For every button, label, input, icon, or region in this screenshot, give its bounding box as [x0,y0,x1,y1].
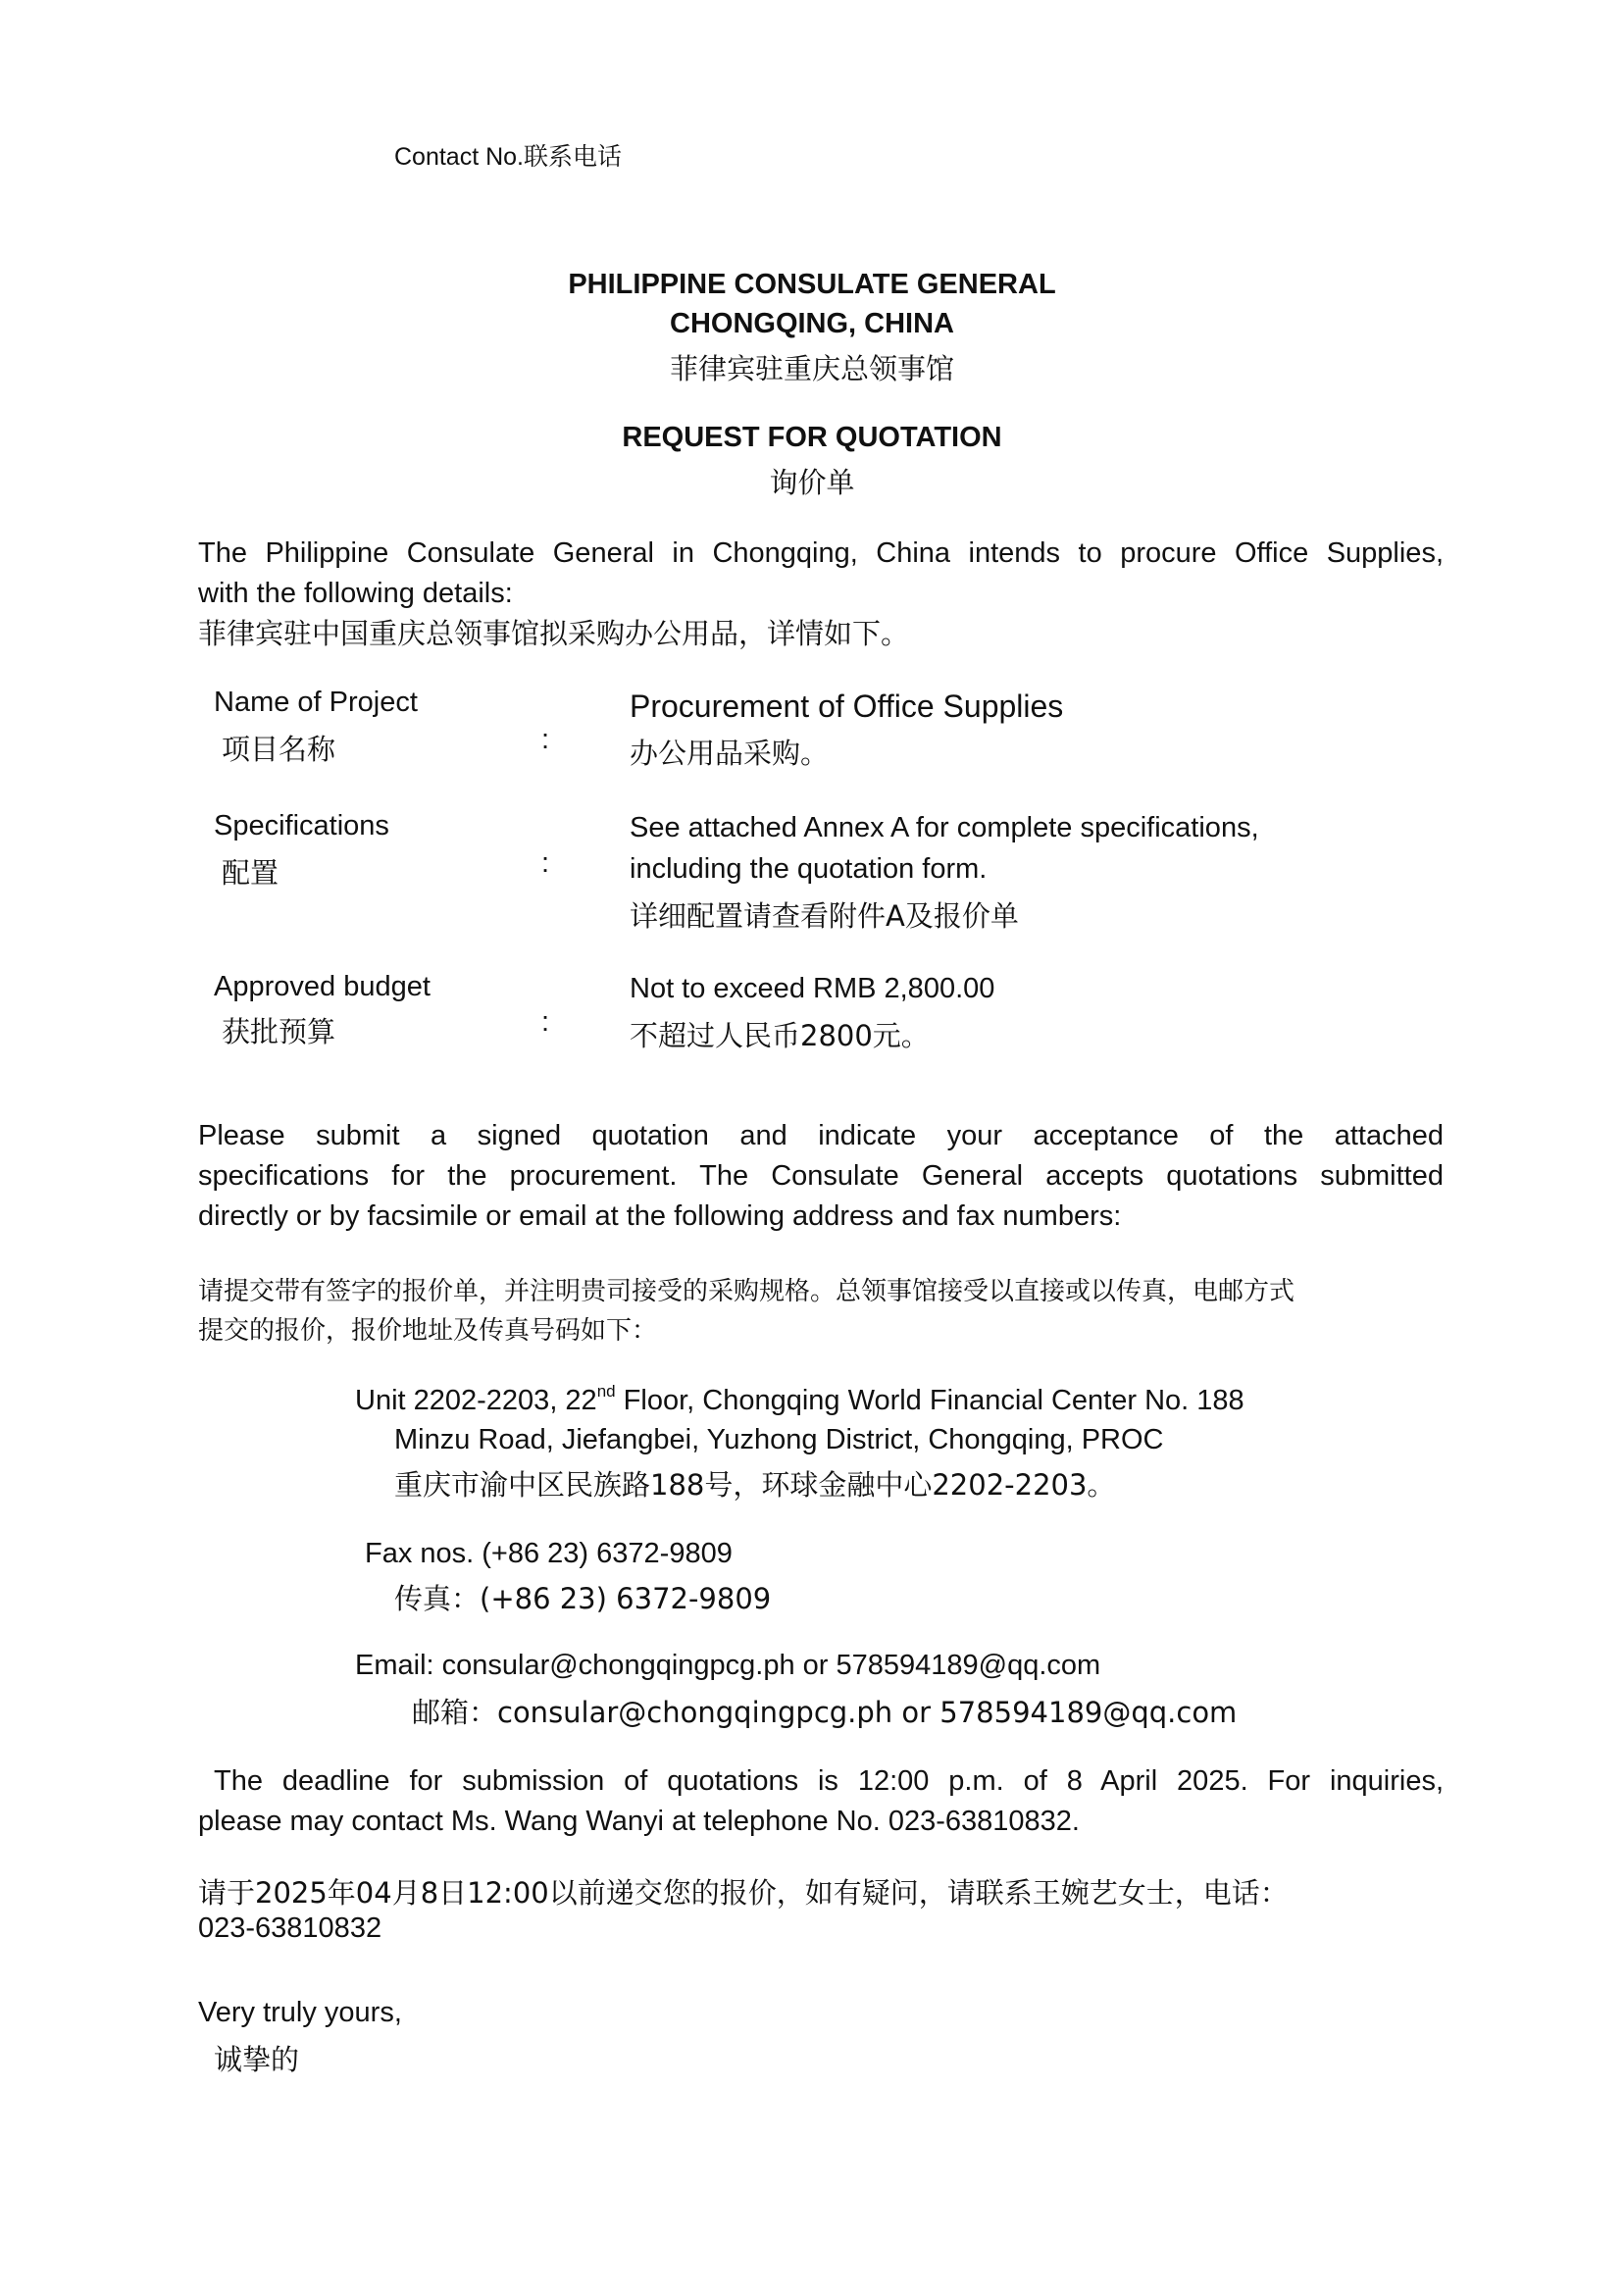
submission-line-1: Please submit a signed quotation and indicate your acceptance of the attached [198,1120,1444,1151]
submission-line-3: directly or by facsimile or email at the following address and fax numbers: [198,1200,1122,1232]
subtitle-en: REQUEST FOR QUOTATION [622,422,1002,453]
email-en: Email: consular@chongqingpcg.ph or 578594189@qq.com [355,1650,1101,1681]
detail-value-line: 详细配置请查看附件A及报价单 [630,899,1019,933]
intro-line-3: 菲律宾驻中国重庆总领事馆拟采购办公用品，详情如下。 [198,617,910,650]
address-line-1 [355,1382,1244,1417]
submission-zh-line-1: 请提交带有签字的报价单，并注明贵司接受的采购规格。总领事馆接受以直接或以传真，电邮方式 [198,1277,1295,1306]
detail-value-line: See attached Annex A for complete specifications, [630,812,1259,843]
deadline-paragraph [198,1761,1444,1842]
fax-zh: 传真：(+86 23) 6372-9809 [394,1582,772,1615]
detail-colon: : [541,1006,550,1038]
submission-paragraph [198,1116,1444,1237]
detail-label-zh: 获批预算 [222,1015,336,1048]
detail-value-line: Not to exceed RMB 2,800.00 [630,973,995,1004]
detail-value-line: 办公用品采购。 [630,737,830,770]
detail-label-zh: 配置 [222,856,279,890]
detail-value-line: 不超过人民币2800元。 [630,1019,930,1052]
intro-line-1: The Philippine Consulate General in Chongqing, China intends to procure Office Supplies, [198,537,1444,569]
deadline-line-2: please may contact Ms. Wang Wanyi at telephone No. 023-63810832. [198,1806,1080,1837]
closing-en: Very truly yours, [198,1997,402,2028]
address-ordinal-suffix: nd [596,1382,616,1402]
subtitle-zh: 询价单 [769,466,855,499]
detail-colon: : [541,724,550,755]
address-line-1-prefix: Unit 2202-2203, 22 [355,1385,597,1416]
detail-label-zh: 项目名称 [222,733,336,766]
address-line-2: Minzu Road, Jiefangbei, Yuzhong District, Chongqing, PROC [394,1424,1164,1455]
detail-label-en: Name of Project [214,687,418,718]
detail-label-en: Specifications [214,810,389,841]
detail-label-en: Approved budget [214,971,431,1002]
address-line-3: 重庆市渝中区民族路188号，环球金融中心2202-2203。 [394,1468,1116,1502]
deadline-zh-line-1: 请于2025年04月8日12:00以前递交您的报价，如有疑问，请联系王婉艺女士，电话： [198,1876,1289,1910]
deadline-line-1: The deadline for submission of quotations is 12:00 p.m. of 8 April 2025. For inquiries, [214,1765,1444,1797]
detail-colon: : [541,847,550,879]
contact-line: Contact No.联系电话 [394,143,623,171]
submission-line-2: specifications for the procurement. The Consulate General accepts quotations submitted [198,1160,1444,1192]
fax-en: Fax nos. (+86 23) 6372-9809 [365,1538,733,1569]
title-line-1: PHILIPPINE CONSULATE GENERAL [568,269,1056,300]
title-line-3: 菲律宾驻重庆总领事馆 [669,352,954,385]
intro-paragraph [198,534,1444,654]
title-line-2: CHONGQING, CHINA [670,308,954,339]
deadline-zh-line-2: 023-63810832 [198,1912,382,1944]
address-line-1-suffix: Floor, Chongqing World Financial Center No. 188 [615,1385,1244,1416]
closing-zh: 诚挚的 [214,2043,300,2076]
submission-zh-line-2: 提交的报价，报价地址及传真号码如下： [198,1316,658,1346]
intro-line-2: with the following details: [198,578,513,609]
detail-value-line: Procurement of Office Supplies [630,688,1064,724]
email-zh: 邮箱：consular@chongqingpcg.ph or 578594189@qq.com [412,1696,1238,1729]
detail-value-line: including the quotation form. [630,853,988,885]
